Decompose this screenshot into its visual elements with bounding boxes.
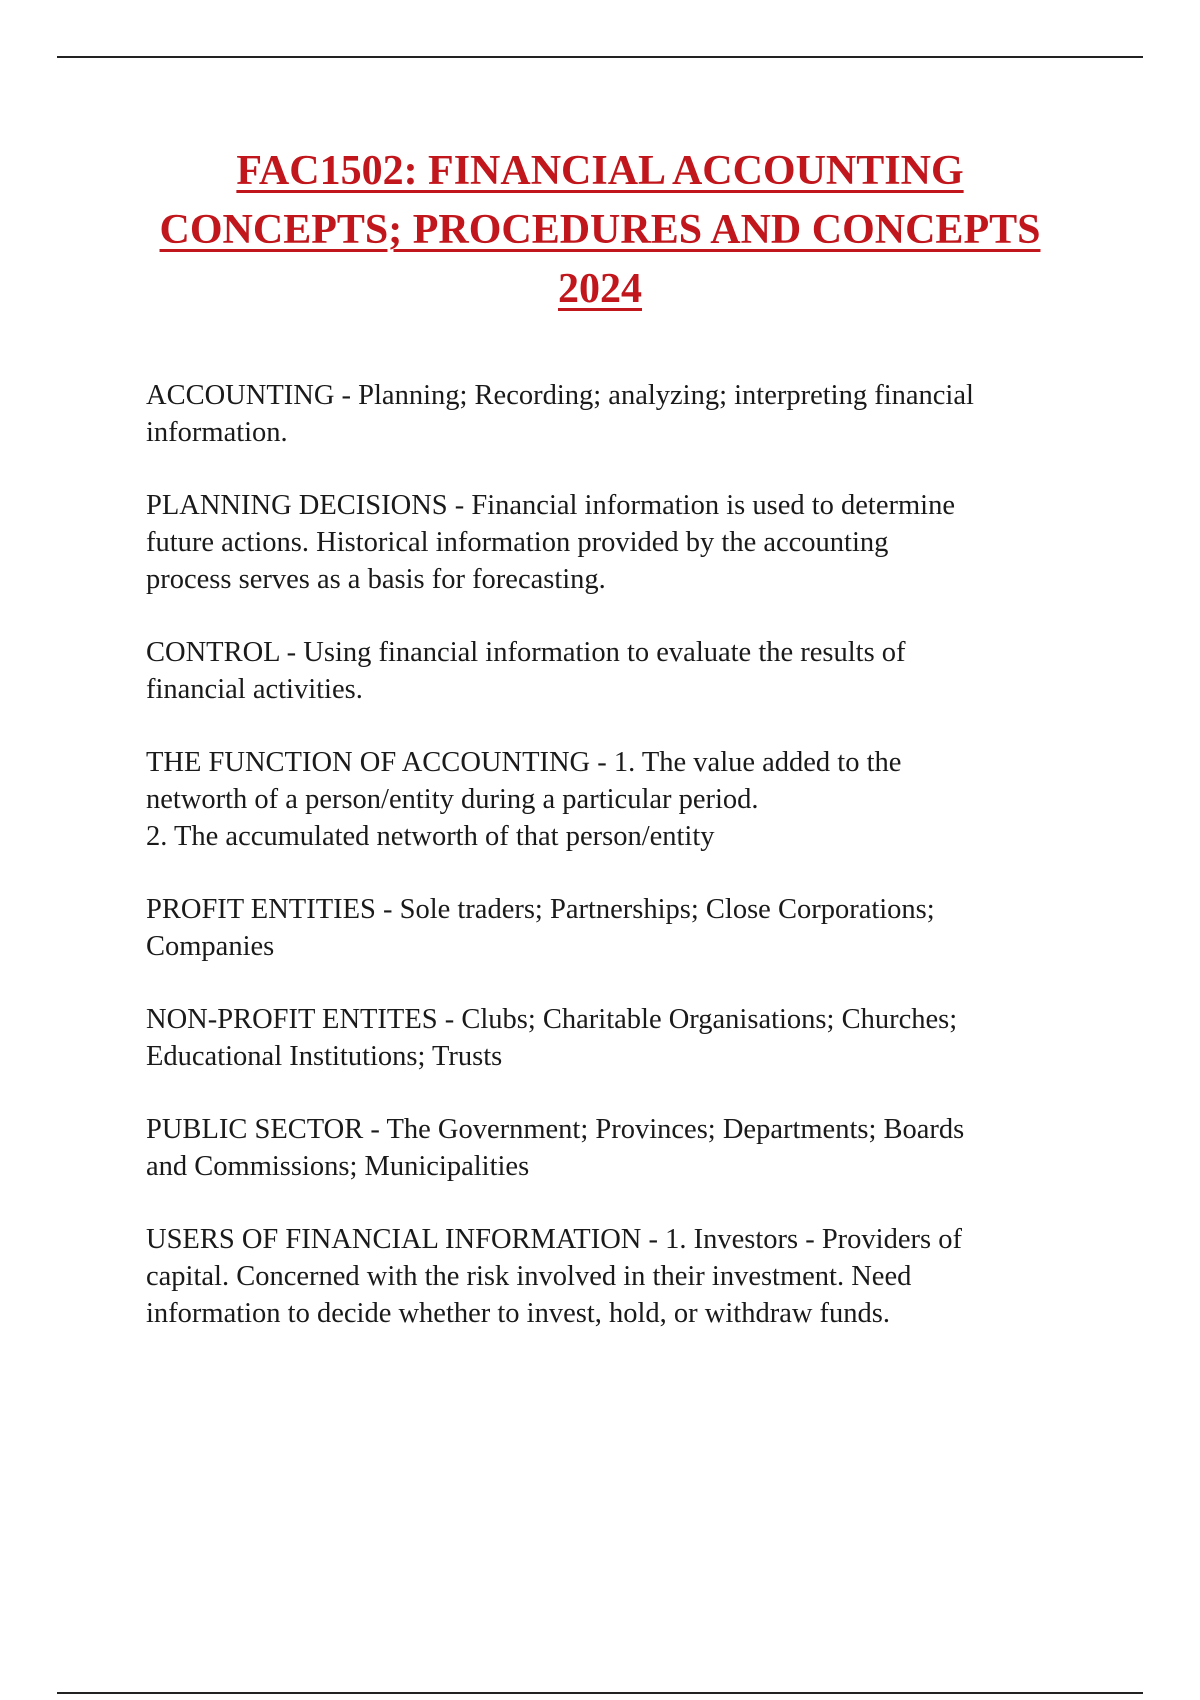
- entry-line: 2. The accumulated networth of that person/entity: [146, 821, 715, 852]
- entry-line: CONTROL - Using financial information to evaluate the results of: [146, 637, 906, 668]
- definition-control: [146, 634, 1086, 708]
- entry-line: information to decide whether to invest, hold, or withdraw funds.: [146, 1298, 891, 1329]
- document-title: [100, 142, 1100, 319]
- entry-line: process serves as a basis for forecasting.: [146, 564, 606, 595]
- entry-line: and Commissions; Municipalities: [146, 1151, 530, 1182]
- definition-non-profit-entities: [146, 1001, 1086, 1075]
- entry-line: THE FUNCTION OF ACCOUNTING - 1. The value added to the: [146, 747, 902, 778]
- entry-line: ACCOUNTING - Planning; Recording; analyzing; interpreting financial: [146, 380, 974, 411]
- entry-line: PLANNING DECISIONS - Financial information is used to determine: [146, 490, 955, 521]
- entry-line: PROFIT ENTITIES - Sole traders; Partnerships; Close Corporations;: [146, 894, 935, 925]
- entry-line: information.: [146, 417, 288, 448]
- entry-line: Educational Institutions; Trusts: [146, 1041, 503, 1072]
- title-line: FAC1502: FINANCIAL ACCOUNTING: [236, 148, 964, 194]
- entry-line: networth of a person/entity during a particular period.: [146, 784, 759, 815]
- bottom-divider: [57, 1692, 1143, 1694]
- definition-profit-entities: [146, 891, 1086, 965]
- entry-line: capital. Concerned with the risk involved in their investment. Need: [146, 1261, 912, 1292]
- title-line: CONCEPTS; PROCEDURES AND CONCEPTS: [159, 207, 1041, 253]
- entry-line: NON-PROFIT ENTITES - Clubs; Charitable Organisations; Churches;: [146, 1004, 958, 1035]
- top-divider: [57, 56, 1143, 58]
- definition-function-of-accounting: [146, 744, 1086, 855]
- entry-line: future actions. Historical information provided by the accounting: [146, 527, 889, 558]
- definition-accounting: [146, 377, 1086, 451]
- entry-line: USERS OF FINANCIAL INFORMATION - 1. Investors - Providers of: [146, 1224, 962, 1255]
- definition-users-of-financial-information: [146, 1221, 1086, 1332]
- entry-line: PUBLIC SECTOR - The Government; Provinces; Departments; Boards: [146, 1114, 965, 1145]
- definitions-list: [146, 377, 1086, 1368]
- title-line: 2024: [558, 266, 642, 312]
- definition-planning-decisions: [146, 487, 1086, 598]
- definition-public-sector: [146, 1111, 1086, 1185]
- entry-line: Companies: [146, 931, 275, 962]
- entry-line: financial activities.: [146, 674, 363, 705]
